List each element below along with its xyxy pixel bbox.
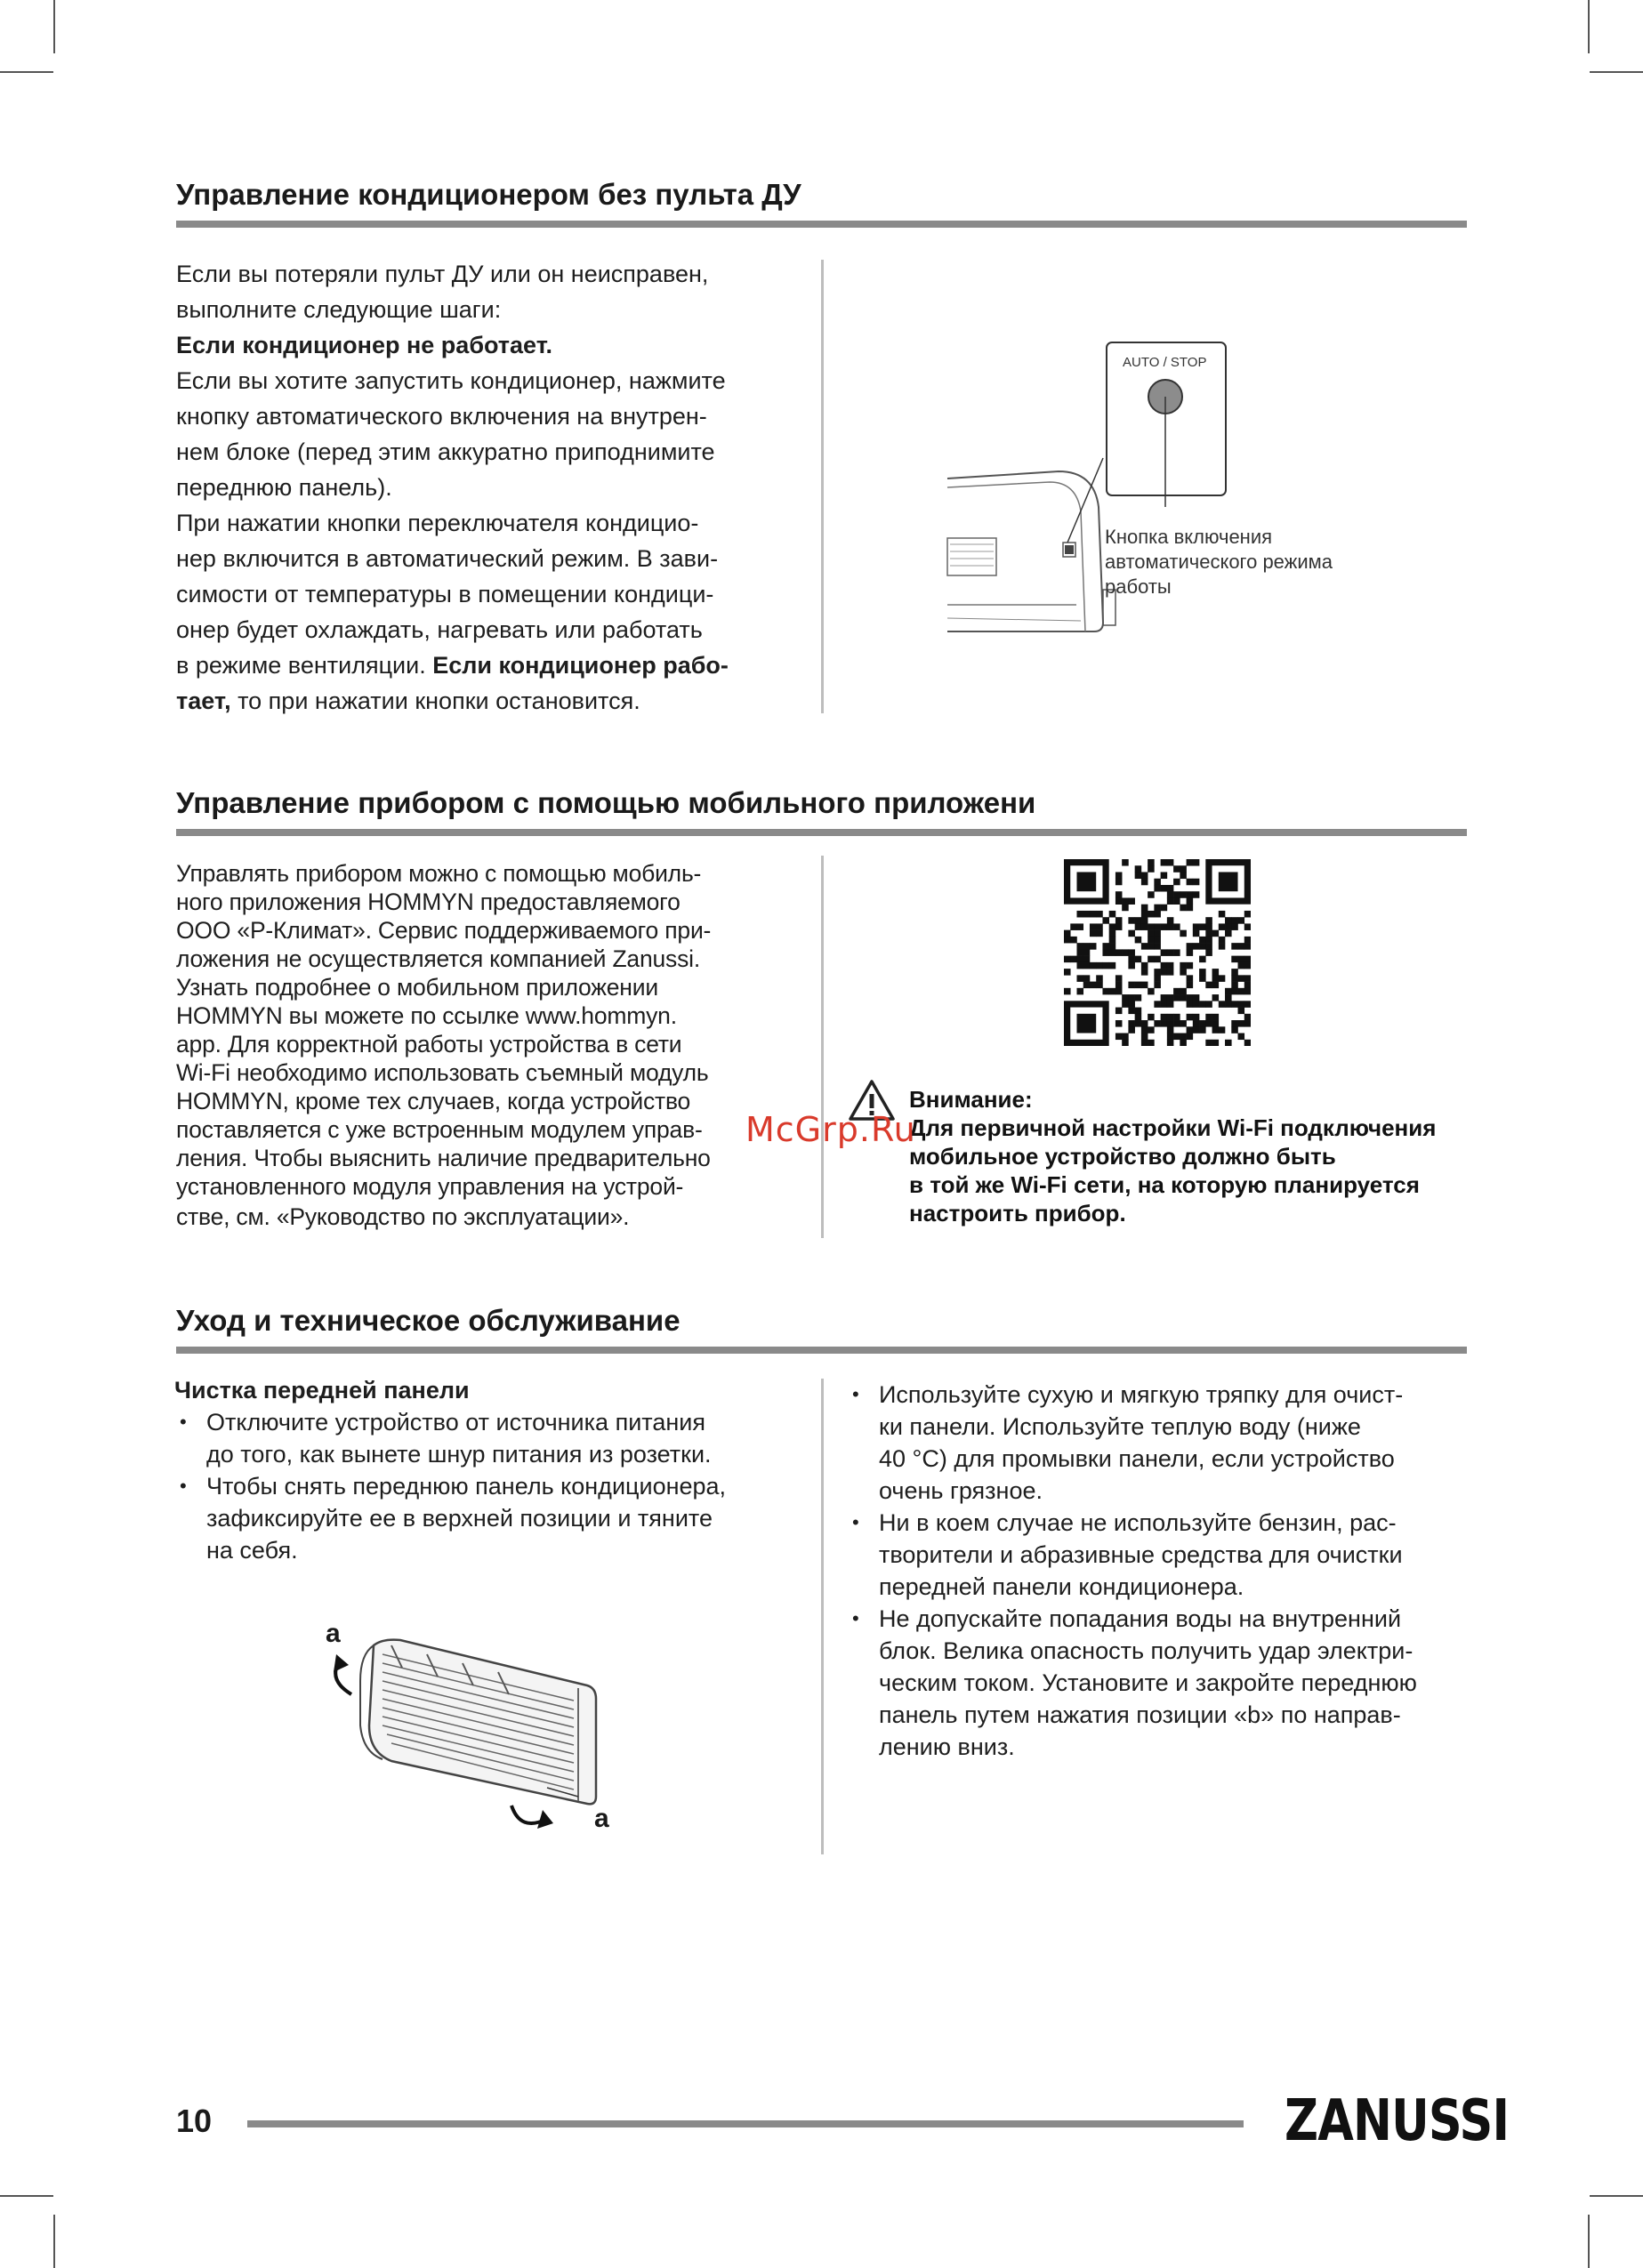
crop-mark	[1588, 2215, 1590, 2268]
section-title-mobile-app: Управление прибором с помощью мобильного приложени	[176, 786, 1036, 819]
list-item	[174, 1406, 815, 1470]
caption-line: Кнопка включения	[1105, 526, 1273, 548]
caption-line: автоматического режима	[1105, 551, 1333, 573]
text-line: стве, см. «Руководство по эксплуатации».	[176, 1203, 630, 1230]
brand-logo: ZANUSSI	[1285, 2088, 1510, 2154]
list-item	[847, 1507, 1478, 1603]
text-line: • Используйте сухую и мягкую тряпку для очист-	[879, 1381, 1404, 1408]
warning-line: Для первичной настройки Wi-Fi подключения	[909, 1114, 1437, 1141]
text-line: • Отключите устройство от источника питания	[206, 1409, 705, 1436]
text-line	[176, 683, 817, 719]
text-line	[176, 647, 817, 683]
button-label: AUTO / STOP	[1123, 355, 1207, 370]
text-line: Wi-Fi необходимо использовать съемный модуль	[176, 1059, 709, 1086]
warning-line: мобильное устройство должно быть	[909, 1143, 1336, 1170]
text-line: ления. Чтобы выяснить наличие предварительно	[176, 1145, 711, 1171]
section2-text	[176, 859, 817, 1231]
text-line: ного приложения HOMMYN предоставляемого	[176, 889, 681, 915]
warning-block	[909, 1085, 1478, 1227]
list-item	[847, 1603, 1478, 1763]
crop-mark	[0, 71, 53, 73]
text-line: симости от температуры в помещении кондици-	[176, 581, 714, 607]
text-line: зафиксируйте ее в верхней позиции и тяните	[206, 1505, 713, 1532]
text-line: Если вы хотите запустить кондиционер, нажмите	[176, 367, 726, 394]
ac-unit-figure	[320, 1619, 605, 1850]
text-line: до того, как вынете шнур питания из розетки.	[206, 1441, 712, 1468]
text-line: переднюю панель).	[176, 474, 392, 501]
bold-heading: Если кондиционер не работает.	[176, 332, 553, 358]
text-line: на себя.	[206, 1537, 298, 1564]
page-number: 10	[176, 2103, 213, 2139]
text-fragment: в режиме вентиляции.	[176, 652, 433, 679]
text-line: HOMMYN вы можете по ссылке www.hommyn.	[176, 1002, 677, 1029]
text-line: передней панели кондиционера.	[879, 1573, 1244, 1600]
text-line: app. Для корректной работы устройства в сети	[176, 1031, 682, 1058]
section-rule	[176, 221, 1467, 228]
text-line: кнопку автоматического включения на внутрен-	[176, 403, 707, 430]
warning-line: настроить прибор.	[909, 1200, 1126, 1226]
figure-caption	[1105, 525, 1333, 599]
crop-mark	[1590, 2195, 1643, 2197]
qr-code[interactable]	[1064, 859, 1251, 1046]
bullet-list	[847, 1379, 1478, 1763]
text-line: очень грязное.	[879, 1477, 1043, 1504]
footer-rule	[247, 2120, 1244, 2127]
text-line: нем блоке (перед этим аккуратно приподнимите	[176, 438, 715, 465]
crop-mark	[0, 2195, 53, 2197]
maintenance-left	[174, 1374, 815, 1566]
subheading: Чистка передней панели	[174, 1377, 470, 1403]
list-item	[174, 1470, 815, 1566]
figure-label-a-top: a	[326, 1619, 341, 1648]
text-line: При нажатии кнопки переключателя кондицио-	[176, 510, 699, 536]
text-line: Узнать подробнее о мобильном приложении	[176, 974, 658, 1001]
warning-line: в той же Wi-Fi сети, на которую планируется	[909, 1171, 1420, 1198]
text-line: панель путем нажатия позиции «b» по направ-	[879, 1701, 1401, 1728]
section-rule	[176, 829, 1467, 836]
text-line: ки панели. Используйте теплую воду (ниже	[879, 1413, 1361, 1440]
text-line: ческим током. Установите и закройте переднюю	[879, 1669, 1417, 1696]
column-divider	[821, 856, 824, 1238]
text-line: онер будет охлаждать, нагревать или работать	[176, 616, 703, 643]
crop-mark	[53, 0, 55, 53]
text-line: Управлять прибором можно с помощью мобиль-	[176, 860, 702, 887]
text-line: ложения не осуществляется компанией Zanussi.	[176, 945, 700, 972]
text-line: ООО «Р-Климат». Сервис поддерживаемого при-	[176, 917, 712, 944]
text-line: • Не допускайте попадания воды на внутренний	[879, 1605, 1402, 1632]
text-line: HOMMYN, кроме тех случаев, когда устройство	[176, 1088, 691, 1114]
watermark: McGrp.Ru	[745, 1110, 916, 1149]
section1-text	[176, 256, 817, 719]
crop-mark	[53, 2215, 55, 2268]
text-line: • Ни в коем случае не используйте бензин, рас-	[879, 1509, 1397, 1536]
text-line: • Чтобы снять переднюю панель кондиционера,	[206, 1473, 727, 1500]
text-line: нер включится в автоматический режим. В зави-	[176, 545, 719, 572]
column-divider	[821, 1379, 824, 1854]
figure-label-a-bottom: a	[594, 1804, 609, 1833]
caption-line: работы	[1105, 575, 1172, 598]
text-fragment: то при нажатии кнопки остановится.	[230, 688, 640, 714]
text-line: выполните следующие шаги:	[176, 296, 502, 323]
section-title-maintenance: Уход и техническое обслуживание	[176, 1304, 681, 1337]
list-item	[847, 1379, 1478, 1507]
text-line: Если вы потеряли пульт ДУ или он неисправен,	[176, 261, 709, 287]
crop-mark	[1588, 0, 1590, 53]
maintenance-right	[847, 1379, 1478, 1763]
section-title-no-remote: Управление кондиционером без пульта ДУ	[176, 178, 801, 211]
crop-mark	[1590, 71, 1643, 73]
text-fragment-bold: тает,	[176, 688, 231, 714]
text-line: 40 °C) для промывки панели, если устройство	[879, 1445, 1395, 1472]
section-rule	[176, 1347, 1467, 1354]
text-line: поставляется с уже встроенным модулем управ-	[176, 1116, 703, 1143]
bullet-list	[174, 1406, 815, 1566]
warning-title: Внимание:	[909, 1086, 1033, 1113]
text-line: блок. Велика опасность получить удар электри-	[879, 1637, 1413, 1664]
text-line: творители и абразивные средства для очистки	[879, 1541, 1403, 1568]
column-divider	[821, 260, 824, 713]
text-line: лению вниз.	[879, 1733, 1015, 1760]
text-fragment-bold: Если кондиционер рабо-	[432, 652, 729, 679]
text-line: установленного модуля управления на устрой-	[176, 1173, 684, 1200]
